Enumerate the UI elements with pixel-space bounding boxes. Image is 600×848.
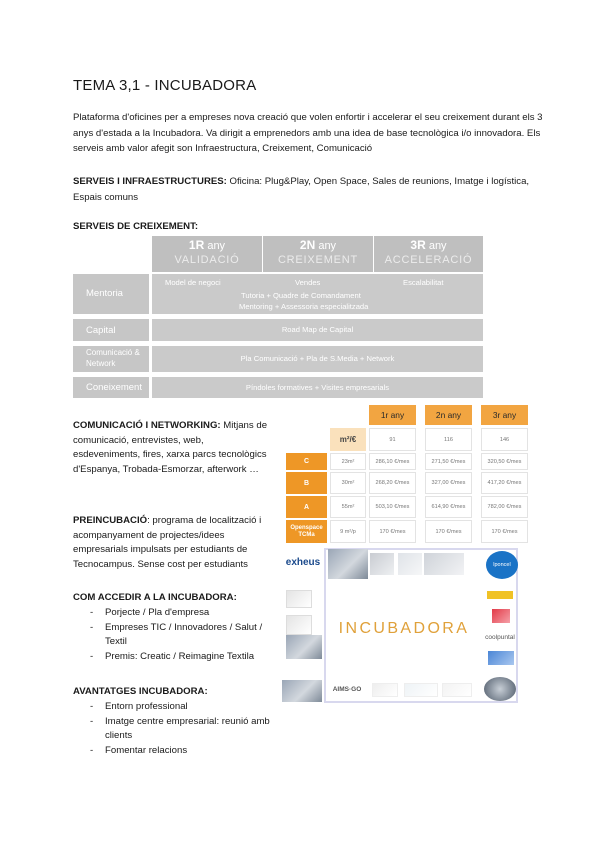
growth-heading: SERVEIS DE CREIXEMENT: [73,221,199,232]
rent-cell: 782,00 €/mes [481,496,528,518]
rent-cell: 55m² [330,496,366,518]
logo-image [488,651,514,665]
infrastructure-text: Oficina: Plug&Play, Open Space, Sales de reunions, Imatge i logística, Espais comuns [73,176,530,203]
growth-row-label: Coneixement [86,382,142,393]
lponcel-logo: lponcel [486,551,518,579]
aimsgo-logo: AIMS·GO [332,685,362,693]
growth-row-label: Mentoria [86,288,123,299]
rent-cell: 614,90 €/mes [425,496,472,518]
rent-cell: 503,10 €/mes [369,496,416,518]
exheus-logo: exheus [282,548,324,576]
list-item: - Premis: Creatic / Reimagine Textila [90,650,255,662]
intro-paragraph: Plataforma d'oficines per a empreses nova creació que volen enfortir i accelerar el seu creixement durant els 3 anys d'estada a la Incubadora. Va dirigit a emprenedors amb una idea de base tecnològica i/o innovadora. Els serveis amb valor afegit son Infraestructura, Creixement, Comunicació [73,112,543,154]
logo-image [286,615,312,635]
incubadora-wordmark: INCUBADORA [338,620,470,637]
growth-row-label: Capital [86,325,116,336]
preincubation-text: : programa de localització i acompanyament de projectes/idees empresarials impulsats per estudiants de Tecnocampus. Sense cost per estudiants [73,515,262,570]
rent-cell: 327,00 €/mes [425,472,472,494]
rent-cell: 30m² [330,472,366,494]
growth-year-1: 1R any VALIDACIÓ [152,236,262,272]
access-list [73,606,273,664]
infrastructure-label: SERVEIS I INFRAESTRUCTURES: [73,176,227,187]
growth-row-comunicacio: Pla Comunicació + Pla de S.Media + Network [152,346,483,372]
rent-year-3: 3r any [481,405,528,425]
growth-year-3: 3R any ACCELERACIÓ [374,236,483,272]
page-title: TEMA 3,1 - INCUBADORA [73,77,257,94]
office-photo [286,635,322,659]
infrastructure-paragraph [73,174,543,205]
rent-cell: 170 €/mes [481,520,528,543]
coolpuntal-logo: coolpuntal [485,633,515,641]
mentoria-line3: Mentoring + Assessoria especialitzada [239,302,369,311]
list-item: - Porjecte / Pla d'empresa [90,607,210,618]
communication-text: Mitjans de comunicació, entrevistes, web, esdeveniments, fires, xarxa parcs tecnològics d'Espanya, Trobada-Esmorzar, afterwork … [73,420,268,475]
growth-services-table [73,236,483,398]
list-item: - Empreses TIC / Innovadores / Salut / Textil [90,621,263,647]
growth-phase-2: CREIXEMENT [277,254,359,266]
office-photo [328,549,368,579]
rent-year-1: 1r any [369,405,416,425]
mentoria-year3: Escalabilitat [403,278,444,287]
access-heading: COM ACCEDIR A LA INCUBADORA: [73,592,237,603]
rent-row-label: B [286,472,327,494]
rent-m2-label: m²/€ [330,428,366,451]
rent-year-2: 2n any [425,405,472,425]
rent-cell: 268,20 €/mes [369,472,416,494]
rent-cell: 417,20 €/mes [481,472,528,494]
list-item: - Fomentar relacions [90,744,188,756]
logo-image [372,683,398,697]
logo-image [370,553,394,575]
advantages-heading: AVANTATGES INCUBADORA: [73,686,208,697]
logo-image [424,553,464,575]
mentoria-year1: Model de negoci [165,278,221,287]
preincubation-paragraph [73,514,273,572]
rent-row-label: C [286,453,327,470]
rent-cell: 271,50 €/mes [425,453,472,470]
growth-row-label: Comunicació & Network [86,348,140,368]
rent-cell: 9 m²/p [330,520,366,543]
rent-cell: 23m² [330,453,366,470]
logo-image [404,683,438,697]
growth-phase-1: VALIDACIÓ [174,254,240,266]
mentoria-line2: Tutoria + Quadre de Comandament [241,291,361,300]
rent-row-label: A [286,496,327,518]
logo-image [286,590,312,608]
list-item: - Imatge centre empresarial: reunió amb clients [90,715,270,741]
growth-row-capital: Road Map de Capital [152,319,483,341]
communication-paragraph [73,419,273,477]
growth-phase-3: ACCELERACIÓ [384,254,473,266]
office-photo [282,680,322,702]
rent-cell: 91 [369,428,416,451]
growth-row-coneixement: Píndoles formatives + Visites empresarials [152,377,483,398]
rent-cell: 146 [481,428,528,451]
logo-image [492,609,510,623]
rent-price-table [286,405,528,543]
mentoria-year2: Vendes [295,278,321,287]
logo-image [398,553,422,575]
rent-cell: 286,10 €/mes [369,453,416,470]
logo-image [487,591,513,599]
rent-cell: 170 €/mes [425,520,472,543]
rent-cell: 116 [425,428,472,451]
communication-label: COMUNICACIÓ I NETWORKING: [73,420,221,431]
logo-image [442,683,472,697]
preincubation-label: PREINCUBACIÓ [73,515,148,526]
list-item: - Entorn professional [90,701,188,712]
advantages-list [73,700,273,758]
rent-cell: 320,50 €/mes [481,453,528,470]
growth-year-2: 2N any CREIXEMENT [263,236,373,272]
rent-row-label: Openspace TCMa [286,520,327,543]
rent-cell: 170 €/mes [369,520,416,543]
logo-image [484,677,516,701]
